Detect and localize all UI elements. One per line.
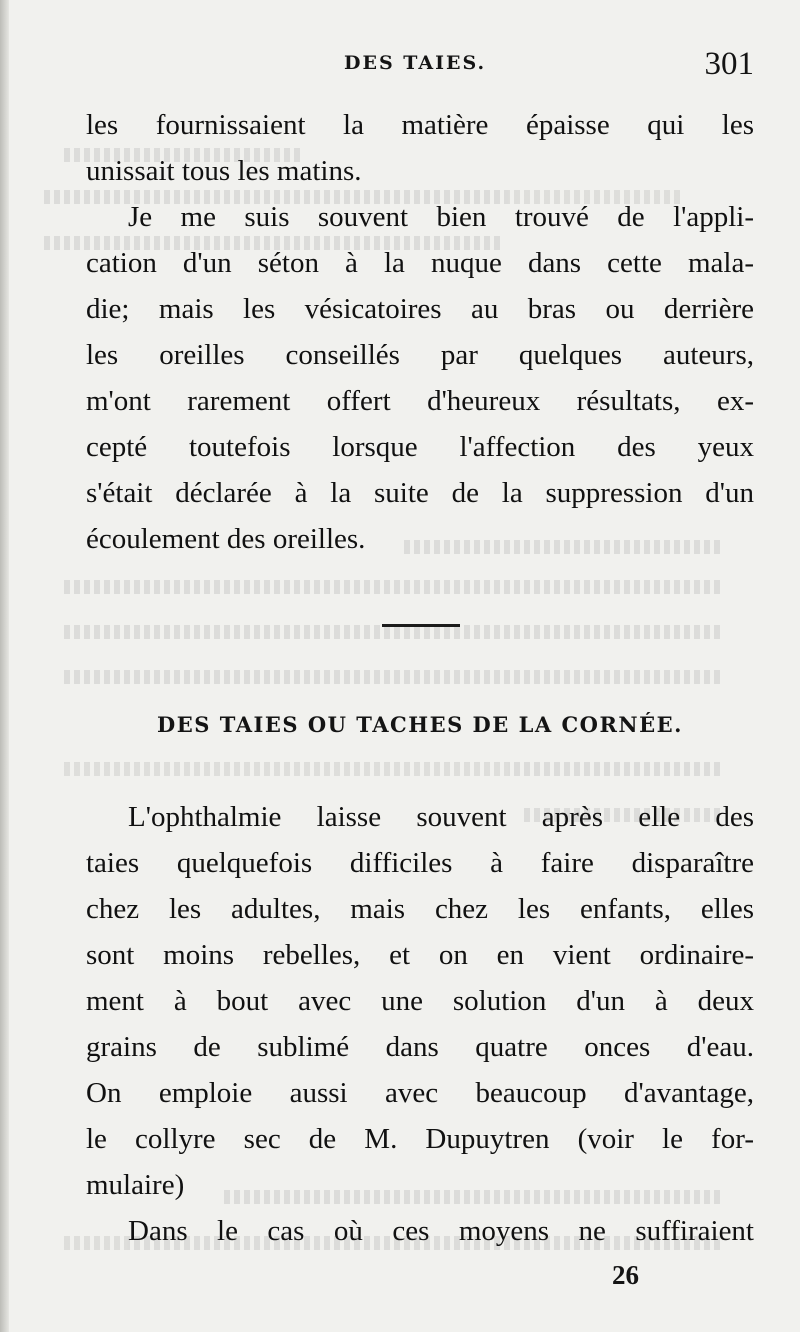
- text-line: grains de sublimé dans quatre onces d'eau.: [86, 1031, 754, 1063]
- text-line: taies quelquefois difficiles à faire disparaître: [86, 847, 754, 879]
- text-line: ment à bout avec une solution d'un à deux: [86, 985, 754, 1017]
- text-line: écoulement des oreilles.: [86, 523, 366, 555]
- signature-mark: 26: [612, 1260, 639, 1290]
- text-line: Dans le cas où ces moyens ne suffiraient: [128, 1215, 754, 1247]
- text-line: Je me suis souvent bien trouvé de l'appli-: [128, 201, 754, 233]
- text-line: L'ophthalmie laisse souvent après elle des: [128, 801, 754, 833]
- text-line: On emploie aussi avec beaucoup d'avantage,: [86, 1077, 754, 1109]
- page-gutter-shadow: [0, 0, 9, 1332]
- running-head: [86, 46, 754, 86]
- text-line: les oreilles conseillés par quelques auteurs,: [86, 339, 754, 371]
- paragraph-continued: [86, 102, 754, 194]
- section-separator-rule: [382, 624, 460, 627]
- paragraph-seton: [86, 194, 754, 562]
- text-line: die; mais les vésicatoires au bras ou derrière: [86, 293, 754, 325]
- text-line: cation d'un séton à la nuque dans cette mala-: [86, 247, 754, 279]
- text-line: les fournissaient la matière épaisse qui les: [86, 109, 754, 141]
- text-line: unissait tous les matins.: [86, 155, 362, 187]
- paragraph-ophthalmie: [86, 794, 754, 1208]
- page-number: 301: [704, 46, 754, 82]
- text-line: chez les adultes, mais chez les enfants, elles: [86, 893, 754, 925]
- section-heading: DES TAIES OU TACHES DE LA CORNÉE.: [157, 712, 683, 737]
- running-title: DES TAIES.: [344, 52, 487, 74]
- text-line: s'était déclarée à la suite de la suppression d'un: [86, 477, 754, 509]
- text-line: cepté toutefois lorsque l'affection des yeux: [86, 431, 754, 463]
- text-line: m'ont rarement offert d'heureux résultats, ex-: [86, 385, 754, 417]
- text-line: le collyre sec de M. Dupuytren (voir le for-: [86, 1123, 754, 1155]
- text-line: mulaire): [86, 1169, 185, 1201]
- paragraph-dans-le-cas: [86, 1208, 754, 1254]
- text-line: sont moins rebelles, et on en vient ordinaire-: [86, 939, 754, 971]
